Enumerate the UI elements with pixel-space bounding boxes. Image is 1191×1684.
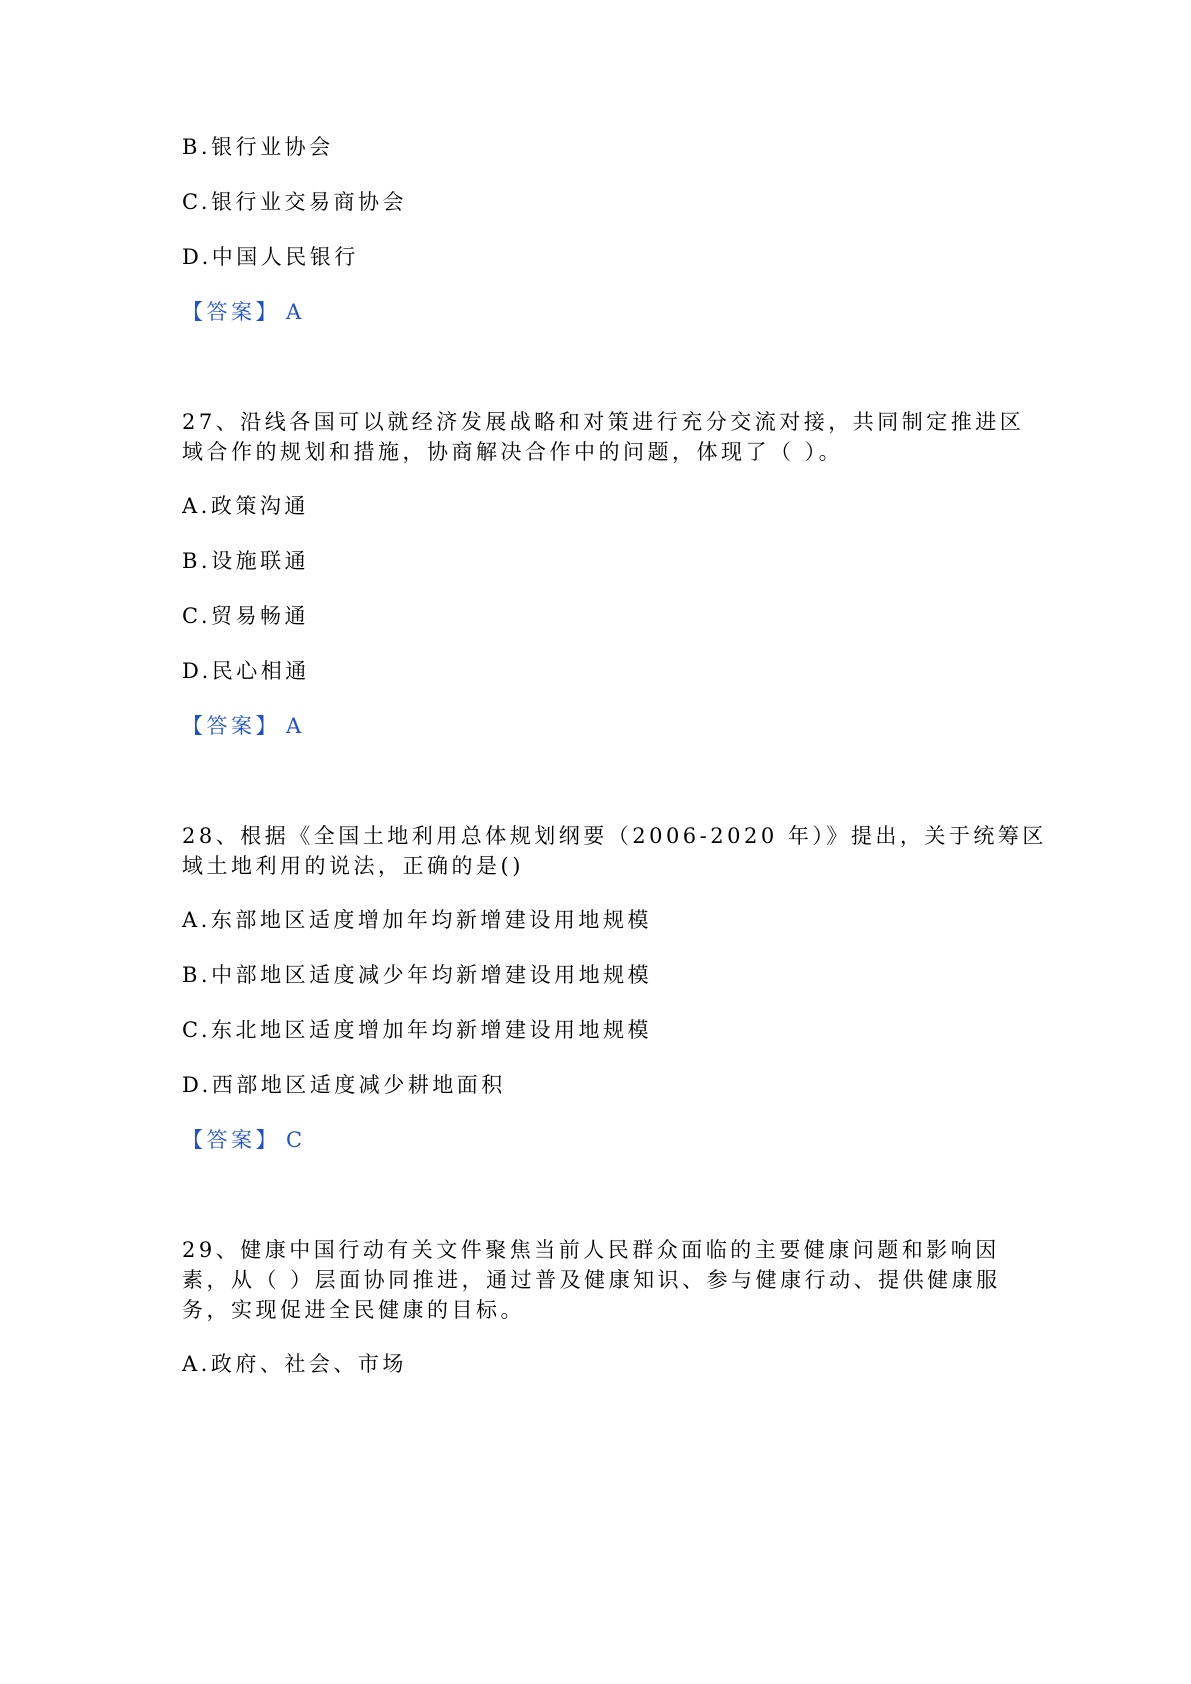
q26-answer-label: 【答案】 [182, 300, 280, 324]
q28-option-b: B.中部地区适度减少年均新增建设用地规模 [182, 963, 653, 987]
q28-stem-line-2: 域土地利用的说法，正确的是() [182, 854, 524, 878]
q26-option-d: D.中国人民银行 [182, 245, 359, 269]
q27-option-b: B.设施联通 [182, 549, 310, 573]
q28-answer-value: C [286, 1128, 306, 1152]
q29-option-a: A.政府、社会、市场 [182, 1352, 407, 1376]
q26-answer-value: A [286, 300, 305, 324]
q26-option-c: C.银行业交易商协会 [182, 190, 407, 214]
q28-answer [182, 1125, 306, 1155]
q27-option-c: C.贸易畅通 [182, 604, 309, 628]
q29-stem-line-3: 务，实现促进全民健康的目标。 [182, 1298, 525, 1322]
q27-stem-line-1: 27、沿线各国可以就经济发展战略和对策进行充分交流对接，共同制定推进区 [182, 410, 1025, 434]
q27-answer [182, 711, 305, 741]
q27-option-a: A.政策沟通 [182, 494, 309, 518]
q28-option-d: D.西部地区适度减少耕地面积 [182, 1073, 506, 1097]
q29-stem-line-1: 29、健康中国行动有关文件聚焦当前人民群众面临的主要健康问题和影响因 [182, 1238, 1000, 1262]
q29-stem-line-2: 素，从（ ）层面协同推进，通过普及健康知识、参与健康行动、提供健康服 [182, 1268, 1001, 1292]
q27-stem-line-2: 域合作的规划和措施，协商解决合作中的问题，体现了（ ）。 [182, 440, 844, 464]
q27-answer-label: 【答案】 [182, 714, 280, 738]
q26-answer [182, 297, 305, 327]
q28-answer-label: 【答案】 [182, 1128, 280, 1152]
q27-answer-value: A [286, 714, 305, 738]
q28-stem-line-1: 28、根据《全国土地利用总体规划纲要（2006-2020 年）》提出，关于统筹区 [182, 824, 1047, 848]
q26-option-b: B.银行业协会 [182, 135, 334, 159]
q28-option-c: C.东北地区适度增加年均新增建设用地规模 [182, 1018, 652, 1042]
q28-option-a: A.东部地区适度增加年均新增建设用地规模 [182, 908, 652, 932]
q27-option-d: D.民心相通 [182, 659, 310, 683]
